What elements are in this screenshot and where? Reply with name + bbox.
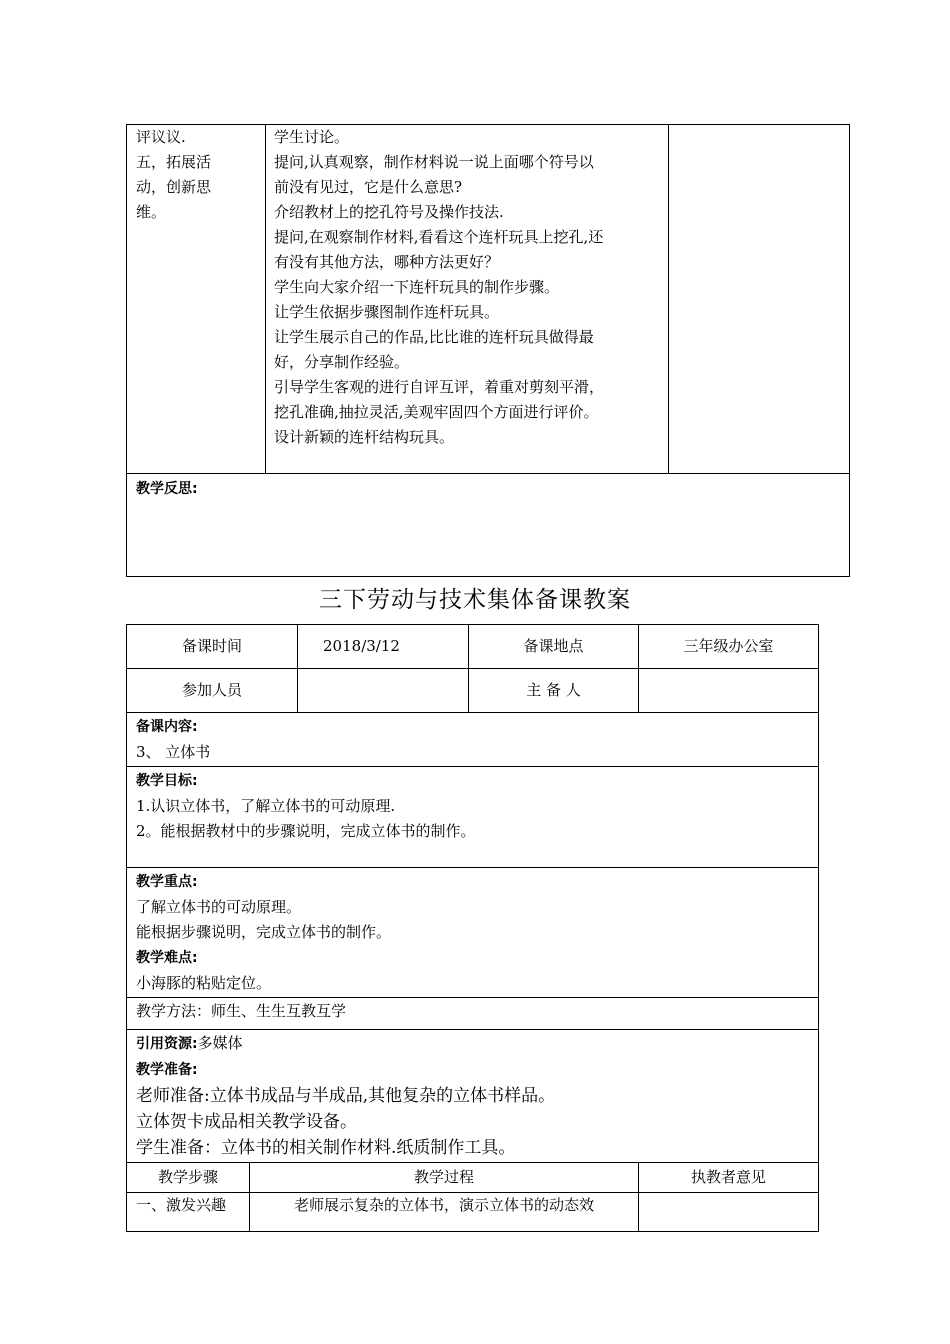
goal-item: 2。能根据教材中的步骤说明，完成立体书的制作。: [136, 822, 476, 840]
focus-item: 了解立体书的可动原理。: [136, 898, 302, 916]
difficulty-label: 教学难点:: [136, 950, 198, 966]
continuation-table: [126, 124, 850, 577]
time-label: 备课时间: [127, 625, 298, 669]
goals-cell: [127, 767, 819, 868]
prep-item: 老师准备:立体书成品与半成品,其他复杂的立体书样品。: [136, 1086, 556, 1106]
resources-value: 多媒体: [197, 1034, 243, 1052]
resources-cell: [127, 1030, 819, 1163]
method-cell: [127, 998, 819, 1030]
place-label: 备课地点: [469, 625, 639, 669]
process-line: 提问,在观察制作材料,看看这个连杆玩具上挖孔,还: [274, 228, 604, 246]
time-value: 2018/3/12: [298, 625, 469, 669]
goal-item: 1.认识立体书，了解立体书的可动原理.: [136, 797, 396, 815]
reflection-cell: [127, 474, 850, 577]
first-step-process: 老师展示复杂的立体书，演示立体书的动态效: [250, 1193, 639, 1232]
process-line: 设计新颖的连杆结构玩具。: [274, 428, 455, 446]
difficulty-value: 小海豚的粘贴定位。: [136, 974, 272, 992]
info-row-2: [127, 669, 819, 713]
prep-label: 教学准备:: [136, 1062, 198, 1078]
process-line: 介绍教材上的挖孔符号及操作技法.: [274, 203, 504, 221]
process-line: 让学生展示自己的作品,比比谁的连杆玩具做得最: [274, 328, 594, 346]
place-value: 三年级办公室: [639, 625, 819, 669]
lead-value: [639, 669, 819, 713]
process-line: 提问,认真观察，制作材料说一说上面哪个符号以: [274, 153, 594, 171]
first-step-name: 一、激发兴趣: [127, 1193, 250, 1232]
focus-item: 能根据步骤说明，完成立体书的制作。: [136, 923, 392, 941]
process-line: 挖孔准确,抽拉灵活,美观牢固四个方面进行评价。: [274, 403, 599, 421]
steps-line: 评议议.: [136, 128, 186, 146]
steps-line: 动，创新思: [136, 178, 212, 196]
reflection-row: [127, 474, 850, 577]
focus-row: [127, 868, 819, 998]
resources-label: 引用资源:: [136, 1036, 198, 1052]
process-line: 好，分享制作经验。: [274, 353, 410, 371]
process-line: 让学生依据步骤图制作连杆玩具。: [274, 303, 500, 321]
content-row: [127, 713, 819, 767]
activity-row: [127, 125, 850, 474]
prep-item: 立体贺卡成品相关教学设备。: [136, 1112, 357, 1132]
participants-label: 参加人员: [127, 669, 298, 713]
opinion-cell: [669, 125, 850, 474]
opinion-header: 执教者意见: [639, 1163, 819, 1193]
lead-label: 主 备 人: [469, 669, 639, 713]
info-row-1: [127, 625, 819, 669]
process-line: 前没有见过，它是什么意思?: [274, 178, 463, 196]
focus-cell: [127, 868, 819, 998]
steps-line: 五，拓展活: [136, 153, 212, 171]
steps-cell: [127, 125, 266, 474]
prep-item: 学生准备：立体书的相关制作材料.纸质制作工具。: [136, 1138, 516, 1158]
process-cell: [266, 125, 669, 474]
method-text: 教学方法：师生、生生互教互学: [136, 1002, 347, 1020]
content-cell: [127, 713, 819, 767]
process-header: 教学过程: [250, 1163, 639, 1193]
content-label: 备课内容:: [136, 719, 198, 735]
first-step-row: [127, 1193, 819, 1232]
process-line: 引导学生客观的进行自评互评，着重对剪刻平滑，: [274, 378, 605, 396]
process-line: 学生讨论。: [274, 128, 350, 146]
steps-header-row: [127, 1163, 819, 1193]
method-row: [127, 998, 819, 1030]
resources-row: [127, 1030, 819, 1163]
focus-label: 教学重点:: [136, 874, 198, 890]
goals-label: 教学目标:: [136, 773, 198, 789]
goals-row: [127, 767, 819, 868]
steps-header: 教学步骤: [127, 1163, 250, 1193]
process-line: 有没有其他方法，哪种方法更好？: [274, 253, 500, 271]
reflection-label: 教学反思:: [136, 481, 198, 497]
lesson-plan-table: [126, 624, 819, 1232]
process-line: 学生向大家介绍一下连杆玩具的制作步骤。: [274, 278, 560, 296]
content-value: 3、 立体书: [136, 743, 211, 761]
first-step-opinion: [639, 1193, 819, 1232]
participants-value: [298, 669, 469, 713]
steps-line: 维。: [136, 203, 167, 221]
document-title: 三下劳动与技术集体备课教案: [319, 587, 631, 613]
